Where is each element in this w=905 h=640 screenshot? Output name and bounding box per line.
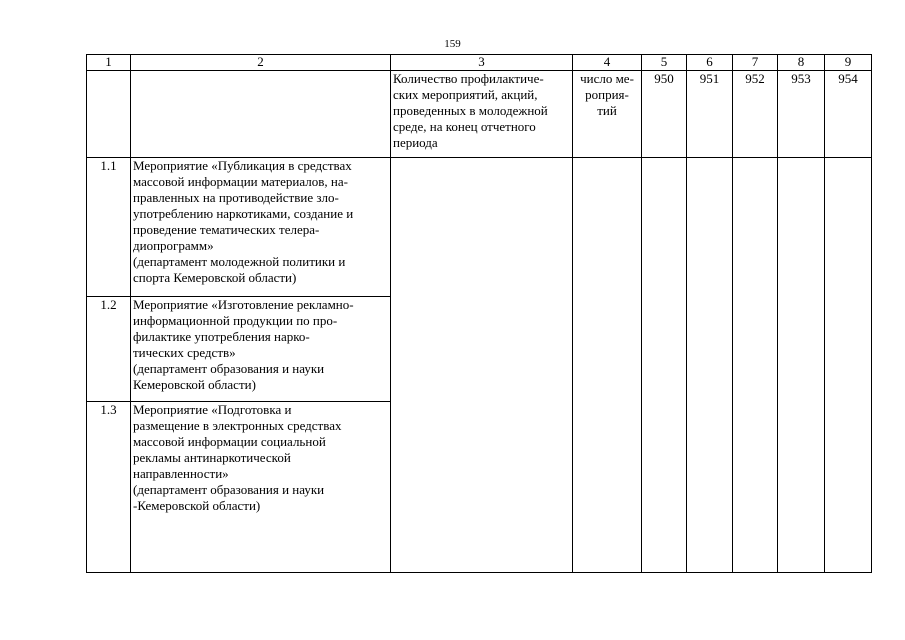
measure-number: 1.1 — [87, 158, 131, 297]
column-number: 9 — [825, 55, 872, 71]
measure-number: 1.2 — [87, 297, 131, 402]
column-number: 5 — [642, 55, 687, 71]
empty-cell — [87, 71, 131, 158]
column-number: 2 — [131, 55, 391, 71]
indicator-value: 953 — [778, 71, 825, 158]
page-number: 159 — [444, 38, 461, 50]
column-number: 8 — [778, 55, 825, 71]
measure-text: Мероприятие «Изготовление рекламно- информационной продукции по про- филактике употребления нарко- тических средств» (департамент образования и науки Кемеровской области) — [131, 297, 391, 402]
measure-text: Мероприятие «Подготовка и размещение в электронных средствах массовой информации социальной рекламы антинаркотической направленности» (департамент образования и науки -Кемеровской области) — [131, 402, 391, 573]
column-number: 4 — [573, 55, 642, 71]
indicator-value: 952 — [733, 71, 778, 158]
empty-merged-cell — [825, 158, 872, 573]
empty-merged-cell — [733, 158, 778, 573]
program-table — [86, 54, 872, 573]
indicator-name: Количество профилактиче- ских мероприятий, акций, проведенных в молодежной среде, на конец отчетного периода — [391, 71, 573, 158]
empty-cell — [131, 71, 391, 158]
measure-number: 1.3 — [87, 402, 131, 573]
measure-text: Мероприятие «Публикация в средствах массовой информации материалов, на- правленных на противодействие зло- употреблению наркотиками, создание и проведение тематических телера- диопрограмм» (департамент молодежной политики и спорта Кемеровской области) — [131, 158, 391, 297]
indicator-value: 951 — [687, 71, 733, 158]
empty-merged-cell — [573, 158, 642, 573]
indicator-value: 950 — [642, 71, 687, 158]
empty-merged-cell — [687, 158, 733, 573]
column-number: 3 — [391, 55, 573, 71]
measure-row — [87, 158, 872, 297]
column-number: 6 — [687, 55, 733, 71]
indicator-row — [87, 71, 872, 158]
empty-merged-cell — [642, 158, 687, 573]
empty-merged-cell — [391, 158, 573, 573]
column-number: 7 — [733, 55, 778, 71]
indicator-value: 954 — [825, 71, 872, 158]
column-number: 1 — [87, 55, 131, 71]
empty-merged-cell — [778, 158, 825, 573]
indicator-unit: число ме- роприя- тий — [573, 71, 642, 158]
column-number-row — [87, 55, 872, 71]
